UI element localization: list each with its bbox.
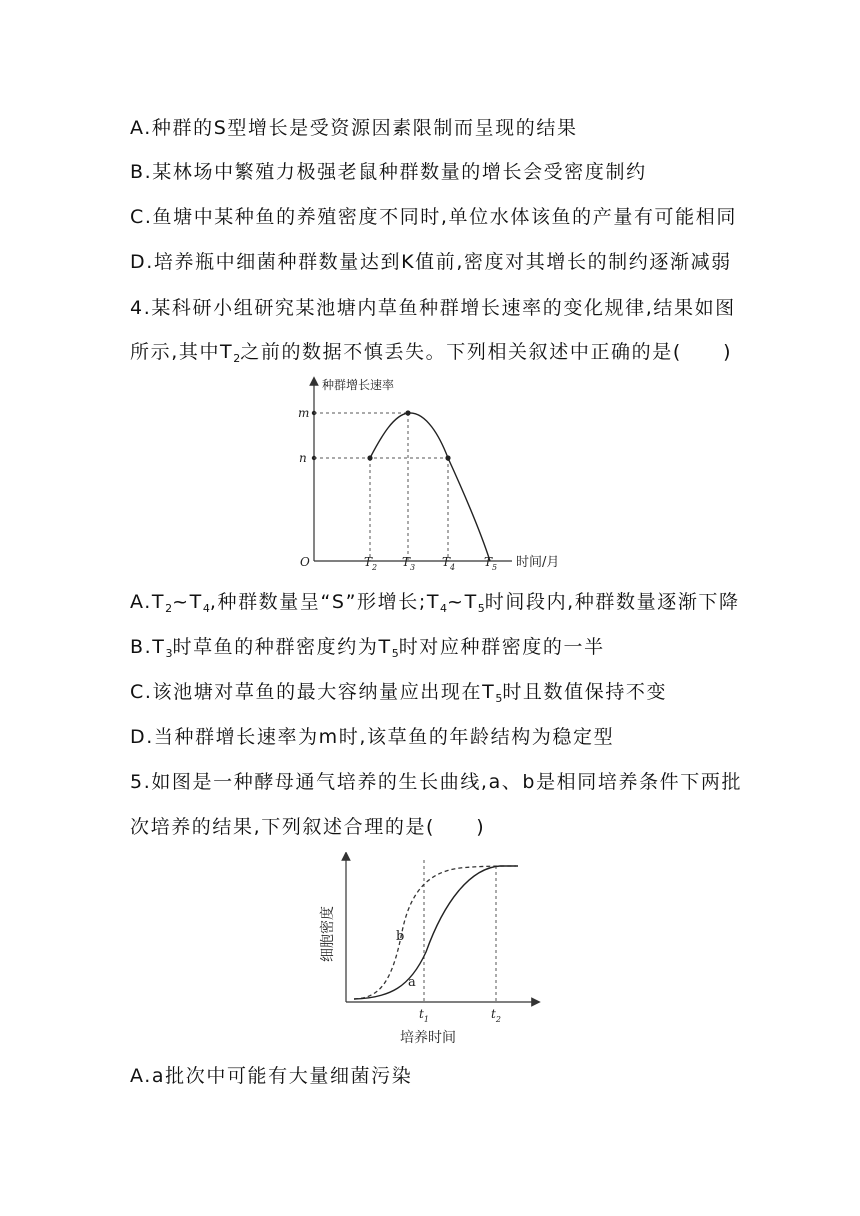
q3-option-b: B.某林场中繁殖力极强老鼠种群数量的增长会受密度制约 (130, 161, 647, 183)
q4-stem-text-b: 之前的数据不慎丢失。下列相关叙述中正确的是( ) (240, 341, 733, 363)
q4-stem-line1: 4.某科研小组研究某池塘内草鱼种群增长速率的变化规律,结果如图 (130, 297, 736, 319)
q4-option-a (130, 590, 740, 621)
q4-option-d: D.当种群增长速率为m时,该草鱼的年龄结构为稳定型 (130, 726, 615, 748)
ytick-m: m (298, 406, 310, 420)
q4-opt-a-sub2: 4 (202, 602, 210, 615)
y-axis-label: 细胞密度 (320, 906, 336, 962)
q3-option-a: A.种群的S型增长是受资源因素限制而呈现的结果 (130, 117, 578, 139)
q5-option-a: A.a批次中可能有大量细菌污染 (130, 1065, 413, 1087)
xtick-t3: $T_3$ (402, 555, 416, 572)
x-axis-label: 培养时间 (400, 1030, 456, 1046)
origin-label: O (300, 555, 310, 569)
point-t2 (367, 455, 372, 460)
q4-opt-b-sub2: 5 (391, 647, 399, 660)
label-a: a (408, 975, 416, 990)
q4-opt-b-text2: 时草鱼的种群密度约为T (172, 636, 392, 658)
q4-stem-line2 (130, 340, 732, 371)
point-t3 (405, 410, 410, 415)
q5-stem-line1: 5.如图是一种酵母通气培养的生长曲线,a、b是相同培养条件下两批 (130, 771, 743, 793)
x-axis-label: 时间/月 (516, 555, 560, 570)
q3-option-d: D.培养瓶中细菌种群数量达到K值前,密度对其增长的制约逐渐减弱 (130, 251, 732, 273)
q4-opt-a-text5: 时间段内,种群数量逐渐下降 (484, 591, 740, 613)
q4-opt-a-sub3: 4 (440, 602, 448, 615)
q4-stem-sub: 2 (233, 352, 241, 365)
q4-opt-b-text3: 时对应种群密度的一半 (398, 636, 605, 658)
tick-t1: $t_1$ (419, 1007, 429, 1024)
growth-rate-chart (290, 375, 570, 580)
xtick-t5: $T_5$ (484, 555, 498, 572)
q4-opt-a-text1: A.T (130, 591, 166, 613)
growth-rate-curve (370, 413, 490, 561)
tick-t2: $t_2$ (491, 1007, 501, 1024)
q4-opt-c-text1: C.该池塘对草鱼的最大容纳量应出现在T (130, 681, 496, 703)
q4-opt-c-sub1: 5 (495, 692, 503, 705)
xtick-t4: $T_4$ (442, 555, 456, 572)
curve-a (354, 866, 518, 999)
q5-stem-line2: 次培养的结果,下列叙述合理的是( ) (130, 816, 486, 838)
point-t4 (445, 455, 450, 460)
q3-option-c: C.鱼塘中某种鱼的养殖密度不同时,单位水体该鱼的产量有可能相同 (130, 206, 737, 228)
xtick-t2: $T_2$ (364, 555, 378, 572)
yeast-growth-chart (310, 852, 550, 1050)
q4-opt-a-sub1: 2 (165, 602, 173, 615)
q4-option-c (130, 680, 667, 711)
q4-opt-a-sub4: 5 (477, 602, 485, 615)
q4-opt-a-text3: ,种群数量呈“S”形增长;T (209, 591, 441, 613)
label-b: b (396, 929, 405, 944)
y-axis-label: 种群增长速率 (322, 378, 395, 392)
q4-opt-b-sub1: 3 (165, 647, 173, 660)
q4-opt-a-text4: ~T (447, 591, 478, 613)
q4-stem-text-a: 所示,其中T (130, 341, 234, 363)
q4-opt-b-text1: B.T (130, 636, 166, 658)
q4-option-b (130, 635, 605, 666)
ytick-n: n (299, 451, 307, 465)
q4-opt-c-text2: 时且数值保持不变 (502, 681, 668, 703)
q4-opt-a-text2: ~T (172, 591, 203, 613)
curve-b (354, 866, 516, 999)
